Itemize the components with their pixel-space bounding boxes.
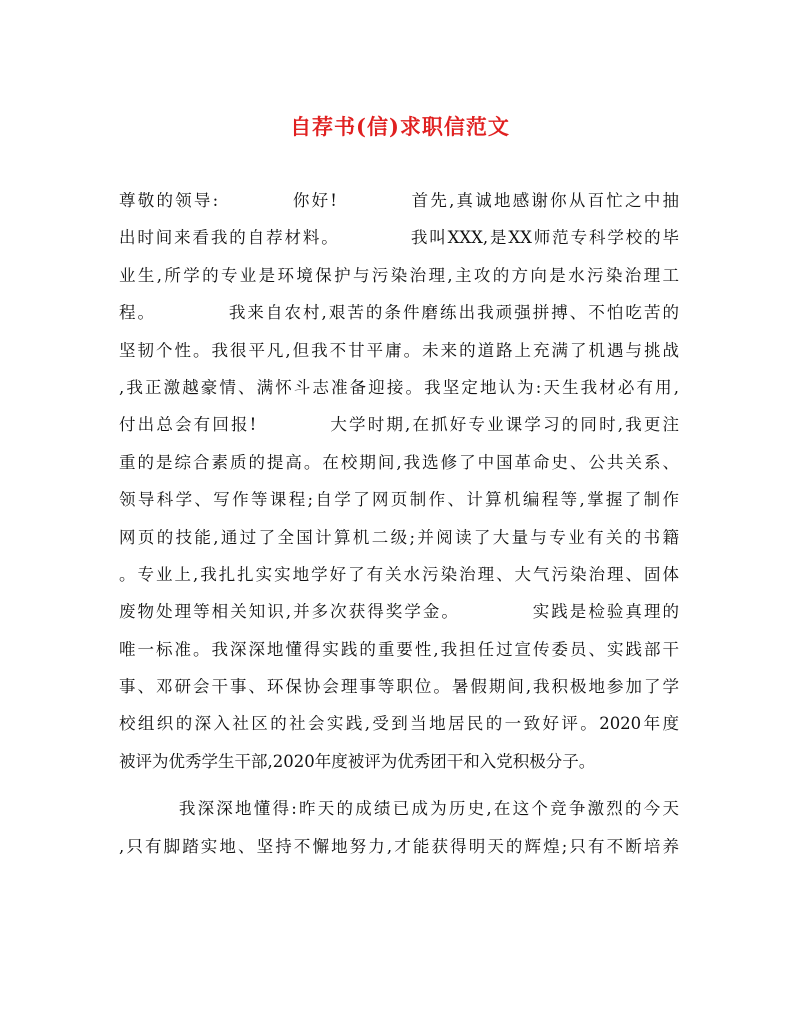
text-line: 校组织的深入社区的社会实践,受到当地居民的一致好评。2020年度 [119, 714, 679, 734]
paragraph-1 [119, 182, 679, 780]
text-line: 重的是综合素质的提高。在校期间,我选修了中国革命史、公共关系、 [119, 452, 679, 472]
text-line: 坚韧个性。我很平凡,但我不甘平庸。未来的道路上充满了机遇与挑战 [119, 340, 679, 360]
text-line: 我深深地懂得:昨天的成绩已成为历史,在这个竞争激烈的今天 [119, 799, 679, 819]
text-line: 唯一标准。我深深地懂得实践的重要性,我担任过宣传委员、实践部干 [119, 639, 679, 659]
paragraph-gap [119, 780, 679, 790]
text-line: 。专业上,我扎扎实实地学好了有关水污染治理、大气污染治理、固体 [119, 564, 679, 584]
document-title: 自荐书(信)求职信范文 [290, 114, 510, 139]
text-line: 事、邓研会干事、环保协会理事等职位。暑假期间,我积极地参加了学 [119, 677, 679, 697]
text-line: ,只有脚踏实地、坚持不懈地努力,才能获得明天的辉煌;只有不断培养 [119, 836, 679, 856]
text-line: 程。 我来自农村,艰苦的条件磨练出我顽强拼搏、不怕吃苦的 [119, 303, 679, 323]
paragraph-2 [119, 790, 679, 865]
text-line: 网页的技能,通过了全国计算机二级;并阅读了大量与专业有关的书籍 [119, 527, 679, 547]
text-line: ,我正激越豪情、满怀斗志准备迎接。我坚定地认为:天生我材必有用, [119, 377, 679, 397]
letter-body [119, 182, 679, 865]
text-line: 领导科学、写作等课程;自学了网页制作、计算机编程等,掌握了制作 [119, 490, 679, 510]
text-line: 废物处理等相关知识,并多次获得奖学金。 实践是检验真理的 [119, 602, 679, 622]
text-line: 被评为优秀学生干部,2020年度被评为优秀团干和入党积极分子。 [119, 751, 596, 771]
text-line: 尊敬的领导: 你好! 首先,真诚地感谢你从百忙之中抽 [119, 191, 679, 210]
text-line: 出时间来看我的自荐材料。 我叫XXX,是XX师范专科学校的毕 [119, 228, 679, 248]
text-line: 付出总会有回报! 大学时期,在抓好专业课学习的同时,我更注 [119, 415, 679, 435]
text-line: 业生,所学的专业是环境保护与污染治理,主攻的方向是水污染治理工 [119, 265, 679, 285]
